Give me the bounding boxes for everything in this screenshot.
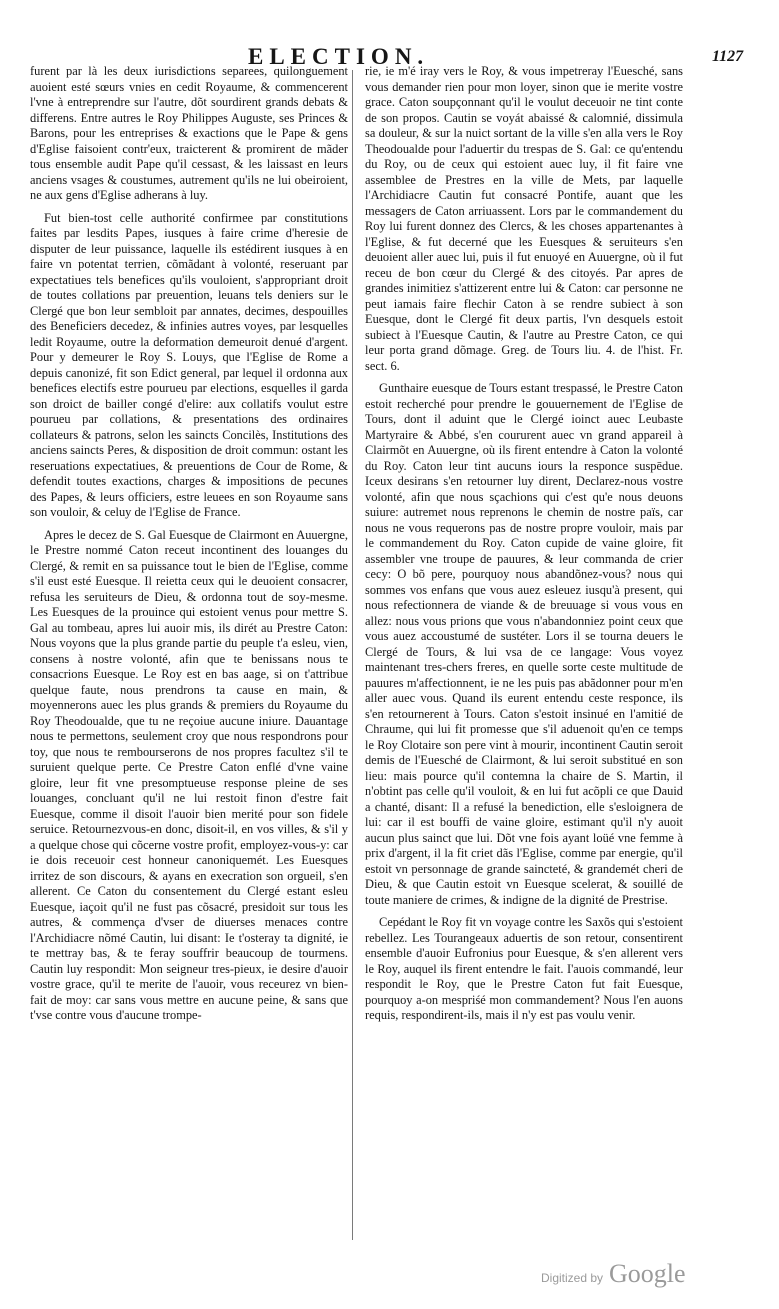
page-title: ELECTION. — [248, 44, 430, 69]
column-divider — [352, 70, 353, 1240]
watermark-logo: Google — [609, 1259, 686, 1288]
paragraph: Gunthaire euesque de Tours estant trespassé, le Prestre Caton estoit recherché pour prendre le gouuernement de l'Eglise de Tours, dont il aduint que le Clergé ioinct auec Leubaste Martyraire & Abbé, s'en coururent auec vn grand appareil à Clairmõt en Auuergne, où ils firent entendre à Caton la volonté du Roy. Caton leur tint aucuns iours la responce suspēdue. Iceux desirans s'en retourner luy dirent, Declarez-nous vostre volonté, afin que nous sçachions qui c'est qu'e nous deuons suiure: autremet nous reprenons le chemin de nostre païs, car nous ne vous requerons pas de nostre propre vouloir, mais par le commandement du Roy. Caton cupide de vaine gloire, fit assembler vne troupe de pauures, & leur commanda de crier cecy: O bõ pere, pourquoy nous abandõnez-vous? nous qui sommes vos enfans que vous auez esleuez iusqu'à present, qui nous refectionnera de viande & de breuuage si vous vous en allez: nous vous prions que vous n'abandonniez point ceux que vous auez accoustumé de sustéter. Lors il se tourna deuers le Clergé de Tours, & lui vsa de ce langage: Vous voyez maintenant tres-chers freres, en quelle sorte ceste multitude de pauures m'affectionnent, ie ne les puis pas abãdonner pour m'en aller auec vous. Quand ils eurent entendu ceste responce, ils s'en retournerent à Tours. Caton s'estoit insinué en l'amitié de Chraume, qui lui fit promesse que s'il aduenoit qu'en ce temps le Roy Clotaire son pere vint à mourir, incontinent Cautin seroit demis de l'Euesché de Clairmont, & lui seroit substitué en son lieu: mais pource qu'il contemna la chaire de S. Martin, il n'obtint pas celle qu'il vouloit, & en lui fut acõpli ce que Dauid a chanté, disant: Il a refusé la benediction, elle s'esloignera de lui: car il est bouffi de vaine gloire, estimant qu'il n'y auoit aucun plus sainct que lui. Dõt vne fois ayant loüé vne femme à prix d'argent, il la fit criet dãs l'Eglise, comme par energie, qu'il estoit vn personnage de grande saincteté, & grandemét cheri de Dieu, & que Cautin estoit vn Euesque scelerat, & souillé de toute maniere de crimes, & indigne de la dignité de Prestrise. — [365, 381, 683, 907]
paragraph: Apres le decez de S. Gal Euesque de Clairmont en Auuergne, le Prestre nommé Caton receut incontinent des louanges du Clergé, & remit en sa puissance tout le bien de l'Eglise, comme s'il eust esté Euesque. Il reietta ceux qui le deuoient consacrer, refusa les seruiteurs de Dieu, & ordonna tout de soy-mesme. Les Euesques de la prouince qui estoient venus pour mettre S. Gal au tombeau, apres lui auoir mis, ils dirét au Prestre Caton: Nous voyons que la plus grande partie du peuple t'a esleu, vien, consens à nostre volonté, afin que te benissans nous te consacrions Euesque. Le Roy est en bas aage, si on t'attribue quelque faute, nous prendrons ta cause en main, & moyennerons auec les plus grands & premiers du Royaume du Roy Theodoualde, que tu ne reçoiue aucune iniure. Dauantage nous te permettons, seulement croy que nous respondrons pour toy, que nous te rembourserons de nos propres facultez s'il te suruient quelque perte. Ce Prestre Caton enflé d'vne vaine gloire, leur fit vne presomptueuse response pleine de ses louanges, concluant qu'il ne lui restoit finon d'estre fait Euesque, comme il disoit l'auoir bien merité pour son fidele seruice. Retournezvous-en donc, disoit-il, en vos villes, & s'il y a quelque chose qui cõcerne vostre profit, employez-vous-y: car ie dois receuoir cest honneur canoniquemét. Les Euesques irritez de son discours, & ayans en execration son orgueil, s'en allerent. Ce Caton du consentement du Clergé estant esleu Euesque, iaçoit qu'il ne fust pas cõsacré, presidoit sur tous les autres, & commença d'vser de diuerses menaces contre l'Archidiacre nõmé Cautin, lui disant: Ie t'osteray ta dignité, ie te mettray bas, & te feray souffrir beaucoup de tourmens. Cautin luy respondit: Mon seigneur tres-pieux, ie desire d'auoir vostre grace, qu'il te merite de l'auoir, vous receurez vn bien-fait de moy: car sans vous mettre en aucune peine, & sans que t'vse contre vous d'aucune trompe- — [30, 527, 348, 1022]
digitization-watermark — [541, 1259, 686, 1289]
paragraph: Cepédant le Roy fit vn voyage contre les Saxõs qui s'estoient rebellez. Les Tourangeaux aduertis de son retour, consentirent ensemble d'auoir Eufronius pour Euesque, & s'en allerent vers le Roy, auquel ils firent entendre le fait. I'auois commandé, leur respondit le Roy, que le Prestre Caton fut fait Euesque, pourquoy a-on mespriśé mon commandement? Nous l'en auons requis, respondirent-ils, mais il n'y est pas voulu venir. — [365, 915, 683, 1022]
paragraph: rie, ie m'é iray vers le Roy, & vous impetreray l'Euesché, sans vous demander rien pour mon loyer, sinon que ie merite vostre grace. Caton soupçonnant qu'il le voulut deceuoir ne tint conte de son propos. Cautin se voyát abaissé & calomnié, dissimula sa douleur, & sur la nuict sortant de la ville s'en alla vers le Roy Theodoualde pour l'aduertir du trespas de S. Gal: ce qu'entendu du Roy, ou de ceux qui estoient auec luy, il fit faire vne assemblee de Prestres en la ville de Mets, par laquelle l'Archidiacre Cautin fut consacré Pontife, auant que les messagers de Caton arriuassent. Lors par le commandement du Roy lui furent donnez des Clercs, & les choses appartenantes à l'Eglise, & fut decerné que les Euesques & seruiteurs s'en deuoient aller auec lui, puis il fut enuoyé en Auuergne, où il fut receu de bon cœur du Clergé & des citoyés. Par apres de grandes inimitiez s'attizerent entre lui & Caton: car personne ne peut iamais faire flechir Caton à se rendre subiect à son Euesque, dont le Clergé fit deux partis, l'vn desquels estoit subiect à l'Euesque Cautin, & l'autre au Prestre Caton, ce qui leur porta grand dõmage. Greg. de Tours liu. 4. de l'hist. Fr. sect. 6. — [365, 64, 683, 373]
paragraph: furent par là les deux iurisdictions separees, quilonguement auoient esté sœurs vnies en cedit Royaume, & commencerent l'vne à entreprendre sur l'autre, dõt sourdirent grands debats & differens. Entre autres le Roy Philippes Auguste, ses Princes & Barons, pour les entreprises & exactions que le Pape & gens d'Eglise faisoient contr'eux, traicterent & promirent de mãder tous ensemble audit Pape qu'il cessast, & les laissast en leurs anciens vsages & coustumes, autrement qu'ils ne lui obeiroient, ne aux gens d'Eglise adherans à luy. — [30, 64, 348, 202]
page-number: 1127 — [712, 48, 744, 65]
watermark-prefix: Digitized by — [541, 1271, 604, 1285]
right-column — [365, 64, 683, 1031]
paragraph: Fut bien-tost celle authorité confirmee par constitutions faites par lesdits Papes, iusques à faire crime d'heresie de disputer de leur puissance, laquelle ils estédirent iusques à en faire vn potentat terrien, cõmãdant à volonté, reseruant par expectatiues tels benefices qu'ils vouloient, s'appropriant droit de toutes collations par preuention, leuans tels deniers sur le Clergé que bon leur sembloit par annates, decimes, despouilles des Beneficiers decedez, & infinies autres voyes, par lesquelles ledit Royaume, outre la deformation demeuroit denué d'argent. Pour y demeurer le Roy S. Louys, que l'Eglise de Rome a depuis canonizé, fit son Edict general, par lequel il ordonna aux benefices electifs estre pourueu par elections, esquelles il garda son droict de bailler congé d'elire: aux collatifs voulut estre pourueu par collations, & presentations des ordinaires collateurs & patrons, selon les saincts Concilès, Institutions des anciens saincts Peres, & disposition de droit commun: ostant les reseruations expectatiues, & preuentions de Cour de Rome, & defendit toutes exactions, charges & impositions de pecunes des Papes, & leurs officiers, estre leuees en son Royaume sans son vouloir, & celuy de l'Eglise de France. — [30, 210, 348, 519]
left-column — [30, 64, 348, 1031]
